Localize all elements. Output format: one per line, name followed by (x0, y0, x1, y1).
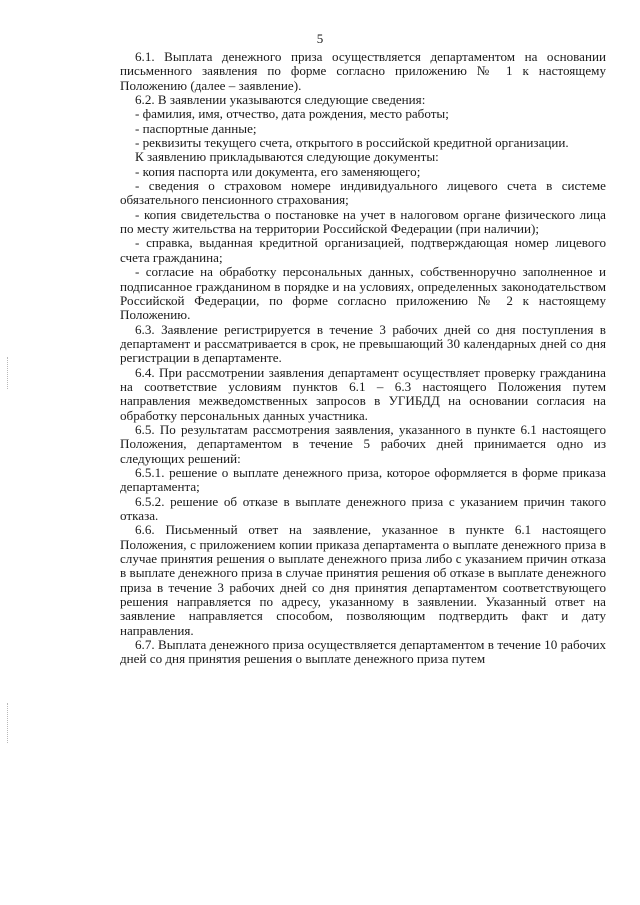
margin-scan-marks (7, 703, 10, 743)
paragraph: 6.1. Выплата денежного приза осуществляется департаментом на основании письменного заявления по форме согласно приложению № 1 к настоящему Положению (далее – заявление). (120, 49, 606, 93)
paragraph: 6.5.1. решение о выплате денежного приза, которое оформляется в форме приказа департамента; (120, 464, 606, 495)
paragraph: - копия паспорта или документа, его заменяющего; (135, 163, 421, 179)
margin-scan-marks (7, 357, 10, 389)
paragraph: 6.4. При рассмотрении заявления департамент осуществляет проверку гражданина на соответствие условиям пунктов 6.1 – 6.3 настоящего Положения путем направления межведомственных запросов в УГИБДД на основании согласия на обработку персональных данных участника. (120, 364, 606, 423)
paragraph: - копия свидетельства о постановке на учет в налоговом органе физического лица по месту жительства на территории Российской Федерации (при наличии); (120, 206, 606, 237)
document-body (120, 50, 606, 667)
paragraph: - реквизиты текущего счета, открытого в российской кредитной организации. (135, 135, 569, 151)
paragraph: 6.3. Заявление регистрируется в течение 3 рабочих дней со дня поступления в департамент и рассматривается в срок, не превышающий 30 календарных дней со дня регистрации в департаменте. (120, 321, 606, 366)
paragraph: 6.7. Выплата денежного приза осуществляется департаментом в течение 10 рабочих дней со дня принятия решения о выплате денежного приза путем (120, 637, 606, 667)
paragraph: - справка, выданная кредитной организацией, подтверждающая номер лицевого счета гражданина; (120, 235, 606, 265)
paragraph: - согласие на обработку персональных данных, собственноручно заполненное и подписанное гражданином в порядке и на условиях, определенных законодательством Российской Федерации, по форме согласно приложению № 2 к настоящему Положению. (120, 264, 606, 323)
paragraph: - сведения о страховом номере индивидуального лицевого счета в системе обязательного пенсионного страхования; (120, 178, 606, 208)
paragraph: - паспортные данные; (135, 120, 257, 136)
paragraph: 6.5. По результатам рассмотрения заявления, указанного в пункте 6.1 настоящего Положения, департаментом в течение 5 рабочих дней принимается одно из следующих решений: (120, 421, 606, 466)
paragraph: К заявлению прикладываются следующие документы: (135, 149, 439, 165)
paragraph: 6.5.2. решение об отказе в выплате денежного приза с указанием причин такого отказа. (120, 493, 606, 523)
paragraph: 6.6. Письменный ответ на заявление, указанное в пункте 6.1 настоящего Положения, с приложением копии приказа департамента о выплате денежного приза в случае принятия решения о выплате денежного приза либо с указанием причин отказа в выплате денежного приза в случае принятия решения об отказе в выплате денежного приза в течение 3 рабочих дней со дня принятия департаментом соответствующего решения направляется по адресу, указанному в заявлении. Указанный ответ на заявление направляется способом, позволяющим подтвердить факт и дату направления. (120, 522, 606, 638)
paragraph: - фамилия, имя, отчество, дата рождения, место работы; (135, 106, 449, 122)
page-number: 5 (316, 31, 324, 46)
paragraph: 6.2. В заявлении указываются следующие сведения: (135, 92, 426, 108)
